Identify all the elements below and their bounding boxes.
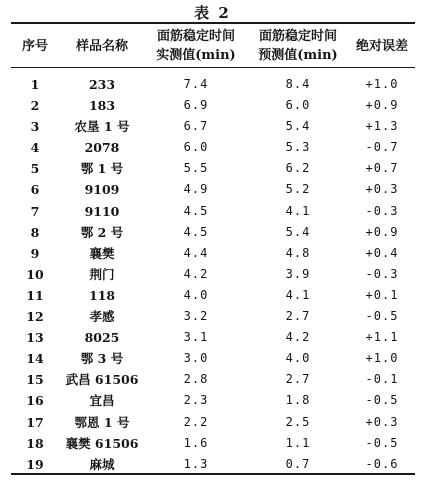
table-row — [11, 412, 415, 433]
cell-error: +1.1 — [365, 330, 399, 345]
cell-seq: 19 — [26, 456, 44, 472]
cell-error: +0.3 — [365, 414, 399, 429]
cell-name: 233 — [88, 77, 116, 92]
cell-predicted: 1.8 — [285, 393, 311, 408]
cell-seq: 16 — [26, 393, 44, 409]
cell-error: -0.6 — [365, 456, 399, 471]
cell-name: 鄂 2 号 — [80, 224, 124, 240]
cell-measured: 6.7 — [183, 119, 209, 134]
cell-seq: 12 — [26, 309, 44, 325]
cell-name: 农垦 1 号 — [74, 119, 130, 135]
table-row — [11, 158, 415, 179]
top-rule — [11, 22, 415, 24]
cell-name: 孝感 — [89, 309, 115, 325]
cell-predicted: 3.9 — [285, 266, 311, 281]
table-caption: 表 2 — [194, 4, 231, 22]
header-predicted-line1: 面筋稳定时间 — [258, 29, 337, 44]
cell-measured: 7.4 — [183, 77, 209, 91]
cell-seq: 1 — [30, 77, 40, 92]
cell-seq: 5 — [30, 161, 40, 177]
cell-predicted: 5.3 — [285, 140, 311, 155]
table-row — [11, 369, 415, 390]
table-row — [11, 179, 415, 200]
cell-seq: 10 — [26, 266, 44, 282]
cell-measured: 6.0 — [183, 140, 209, 155]
cell-name: 荆门 — [89, 266, 115, 282]
cell-seq: 18 — [26, 435, 44, 451]
cell-predicted: 4.1 — [285, 203, 311, 218]
cell-predicted: 5.4 — [285, 224, 311, 239]
cell-error: -0.7 — [365, 140, 399, 155]
cell-predicted: 4.0 — [285, 351, 311, 366]
cell-name: 2078 — [84, 140, 120, 156]
cell-measured: 5.5 — [183, 161, 209, 176]
header-name: 样品名称 — [75, 38, 128, 54]
cell-measured: 2.8 — [183, 372, 209, 387]
cell-seq: 15 — [26, 372, 44, 388]
cell-seq: 11 — [26, 287, 44, 303]
cell-seq: 13 — [26, 330, 44, 346]
cell-name: 鄂 3 号 — [80, 351, 124, 367]
table-row — [11, 348, 415, 369]
cell-name: 宜昌 — [89, 393, 115, 409]
cell-seq: 3 — [30, 119, 40, 135]
bottom-rule — [11, 473, 415, 475]
cell-measured: 4.2 — [183, 266, 209, 281]
cell-name: 鄂恩 1 号 — [74, 414, 130, 430]
cell-predicted: 4.8 — [285, 245, 311, 260]
cell-seq: 7 — [30, 203, 40, 219]
table-row — [11, 327, 415, 348]
cell-name: 武昌 61506 — [65, 372, 139, 388]
cell-error: +1.3 — [365, 119, 399, 134]
cell-error: -0.3 — [365, 266, 399, 281]
cell-predicted: 1.1 — [285, 435, 311, 450]
cell-error: -0.1 — [365, 372, 399, 387]
cell-name: 9109 — [84, 182, 120, 198]
cell-error: +0.9 — [365, 98, 399, 113]
header-rule — [11, 67, 415, 68]
cell-measured: 4.9 — [183, 182, 209, 197]
cell-measured: 1.6 — [183, 435, 209, 450]
cell-seq: 4 — [30, 140, 40, 156]
cell-measured: 4.5 — [183, 203, 209, 218]
header-measured-line1: 面筋稳定时间 — [156, 29, 235, 44]
table-row — [11, 285, 415, 306]
header-predicted-line2: 预测值(min) — [258, 48, 338, 63]
table-row — [11, 74, 415, 95]
cell-error: +0.3 — [365, 182, 399, 197]
header-measured-line2: 实测值(min) — [156, 48, 236, 63]
cell-error: -0.5 — [365, 435, 399, 450]
cell-predicted: 6.2 — [285, 161, 311, 176]
cell-predicted: 2.7 — [285, 372, 311, 387]
table-row — [11, 243, 415, 264]
cell-name: 8025 — [84, 330, 120, 346]
cell-seq: 14 — [26, 351, 44, 367]
table-row — [11, 201, 415, 222]
header-seq: 序号 — [21, 38, 48, 54]
cell-name: 襄樊 — [89, 245, 115, 261]
cell-error: +0.1 — [365, 287, 399, 302]
cell-measured: 3.1 — [183, 330, 209, 345]
cell-seq: 8 — [30, 224, 40, 240]
cell-predicted: 5.2 — [285, 182, 311, 197]
cell-name: 183 — [88, 98, 116, 114]
cell-seq: 9 — [30, 245, 40, 261]
header-predicted — [247, 26, 349, 66]
table-row — [11, 433, 415, 454]
cell-name: 9110 — [84, 203, 120, 219]
cell-predicted: 2.5 — [285, 414, 311, 429]
cell-error: -0.3 — [365, 203, 399, 218]
cell-error: -0.5 — [365, 393, 399, 408]
cell-predicted: 6.0 — [285, 98, 311, 113]
cell-error: +1.0 — [365, 351, 399, 366]
cell-measured: 3.2 — [183, 309, 209, 324]
cell-error: +0.7 — [365, 161, 399, 176]
cell-measured: 4.5 — [183, 224, 209, 239]
cell-predicted: 0.7 — [285, 456, 311, 471]
cell-measured: 4.0 — [183, 287, 209, 302]
header-error: 绝对误差 — [355, 38, 408, 54]
header-measured — [145, 26, 247, 66]
cell-error: +0.4 — [365, 245, 399, 260]
table-row — [11, 222, 415, 243]
cell-predicted: 4.1 — [285, 287, 311, 302]
cell-name: 鄂 1 号 — [80, 161, 124, 177]
cell-error: -0.5 — [365, 309, 399, 324]
cell-predicted: 8.4 — [285, 77, 311, 91]
cell-seq: 17 — [26, 414, 44, 430]
cell-predicted: 5.4 — [285, 119, 311, 134]
cell-measured: 4.4 — [183, 245, 209, 260]
table-row — [11, 116, 415, 137]
table-row — [11, 306, 415, 327]
cell-name: 麻城 — [89, 456, 115, 472]
cell-name: 118 — [88, 287, 116, 303]
table-row — [11, 454, 415, 475]
cell-measured: 2.2 — [183, 414, 209, 429]
table-row — [11, 390, 415, 411]
cell-name: 襄樊 61506 — [65, 435, 139, 451]
cell-seq: 6 — [30, 182, 40, 198]
cell-measured: 2.3 — [183, 393, 209, 408]
table-row — [11, 264, 415, 285]
cell-measured: 3.0 — [183, 351, 209, 366]
cell-error: +0.9 — [365, 224, 399, 239]
cell-predicted: 4.2 — [285, 330, 311, 345]
cell-error: +1.0 — [365, 77, 399, 91]
cell-predicted: 2.7 — [285, 309, 311, 324]
table-row — [11, 95, 415, 116]
cell-measured: 6.9 — [183, 98, 209, 113]
cell-seq: 2 — [30, 98, 40, 114]
table-row — [11, 137, 415, 158]
cell-measured: 1.3 — [183, 456, 209, 471]
table-body — [11, 74, 415, 475]
